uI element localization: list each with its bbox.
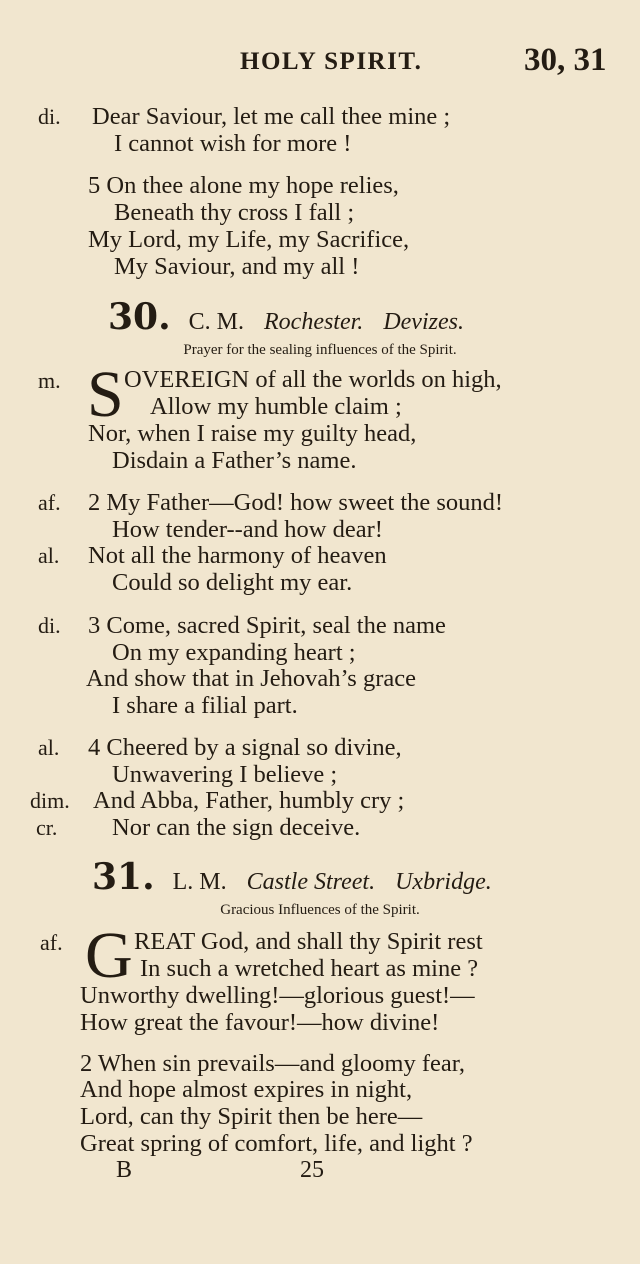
verse-line: And show that in Jehovah’s grace xyxy=(86,665,416,692)
verse-line: I cannot wish for more ! xyxy=(114,130,352,157)
verse-line: 3 Come, sacred Spirit, seal the name xyxy=(88,612,446,639)
dynamic-mark: di. xyxy=(38,613,61,638)
dynamic-mark: cr. xyxy=(36,815,58,840)
hymn-tune: Castle Street. xyxy=(246,869,376,895)
hymn-number: 30. xyxy=(108,296,171,338)
dynamic-mark: dim. xyxy=(30,788,70,813)
verse-line: REAT God, and shall thy Spirit rest xyxy=(134,928,483,955)
verse-line: And hope almost expires in night, xyxy=(80,1076,413,1103)
dynamic-mark: al. xyxy=(38,735,60,760)
dynamic-mark: af. xyxy=(40,930,63,955)
verse-line: OVEREIGN of all the worlds on high, xyxy=(124,366,502,393)
hymn-tune: Devizes. xyxy=(383,309,464,335)
hymn-number: 31. xyxy=(92,856,155,898)
verse-line: 2 When sin prevails—and gloomy fear, xyxy=(80,1050,466,1077)
verse-line: Lord, can thy Spirit then be here— xyxy=(80,1103,423,1130)
hymn-meter: L. M. xyxy=(172,869,227,895)
verse-line: 4 Cheered by a signal so divine, xyxy=(88,734,402,761)
verse-line: And Abba, Father, humbly cry ; xyxy=(93,787,405,814)
running-head-title: HOLY SPIRIT. xyxy=(240,48,423,75)
hymn-tune: Uxbridge. xyxy=(395,869,492,895)
signature-mark: B xyxy=(116,1157,133,1183)
hymn-tune: Rochester. xyxy=(264,309,364,335)
hymn-31-heading xyxy=(92,856,492,898)
drop-cap: S xyxy=(87,358,124,431)
verse-line: How tender--and how dear! xyxy=(112,516,383,543)
verse-line: Could so delight my ear. xyxy=(112,569,353,596)
running-head-numbers: 30, 31 xyxy=(524,42,607,78)
verse-line: In such a wretched heart as mine ? xyxy=(140,955,479,982)
verse-line: 2 My Father—God! how sweet the sound! xyxy=(88,489,504,516)
dynamic-mark: m. xyxy=(38,368,61,393)
verse-line: Nor can the sign deceive. xyxy=(112,814,361,841)
page-number: 25 xyxy=(300,1157,324,1183)
hymn-subtitle: Prayer for the sealing influences of the Spirit. xyxy=(183,342,457,358)
hymn-meter: C. M. xyxy=(188,309,244,335)
verse-line: 5 On thee alone my hope relies, xyxy=(88,172,399,199)
drop-cap: G xyxy=(85,919,133,992)
verse-line: Allow my humble claim ; xyxy=(150,393,402,420)
dynamic-mark: al. xyxy=(38,543,60,568)
hymn-subtitle: Gracious Influences of the Spirit. xyxy=(220,902,420,918)
verse-line: Beneath thy cross I fall ; xyxy=(114,199,355,226)
verse-line: Dear Saviour, let me call thee mine ; xyxy=(92,103,451,130)
verse-line: I share a filial part. xyxy=(112,692,298,719)
dynamic-mark: af. xyxy=(38,490,61,515)
verse-line: Unwavering I believe ; xyxy=(112,761,338,788)
verse-line: Not all the harmony of heaven xyxy=(88,542,387,569)
verse-line: My Saviour, and my all ! xyxy=(114,253,360,280)
verse-line: Unworthy dwelling!—glorious guest!— xyxy=(80,982,475,1009)
verse-line: My Lord, my Life, my Sacrifice, xyxy=(88,226,410,253)
hymn-30-heading xyxy=(108,296,464,338)
dynamic-mark: di. xyxy=(38,104,61,129)
verse-line: How great the favour!—how divine! xyxy=(80,1009,440,1036)
verse-line: Disdain a Father’s name. xyxy=(112,447,357,474)
verse-line: Nor, when I raise my guilty head, xyxy=(88,420,417,447)
verse-line: Great spring of comfort, life, and light ? xyxy=(80,1130,473,1157)
verse-line: On my expanding heart ; xyxy=(112,639,356,666)
